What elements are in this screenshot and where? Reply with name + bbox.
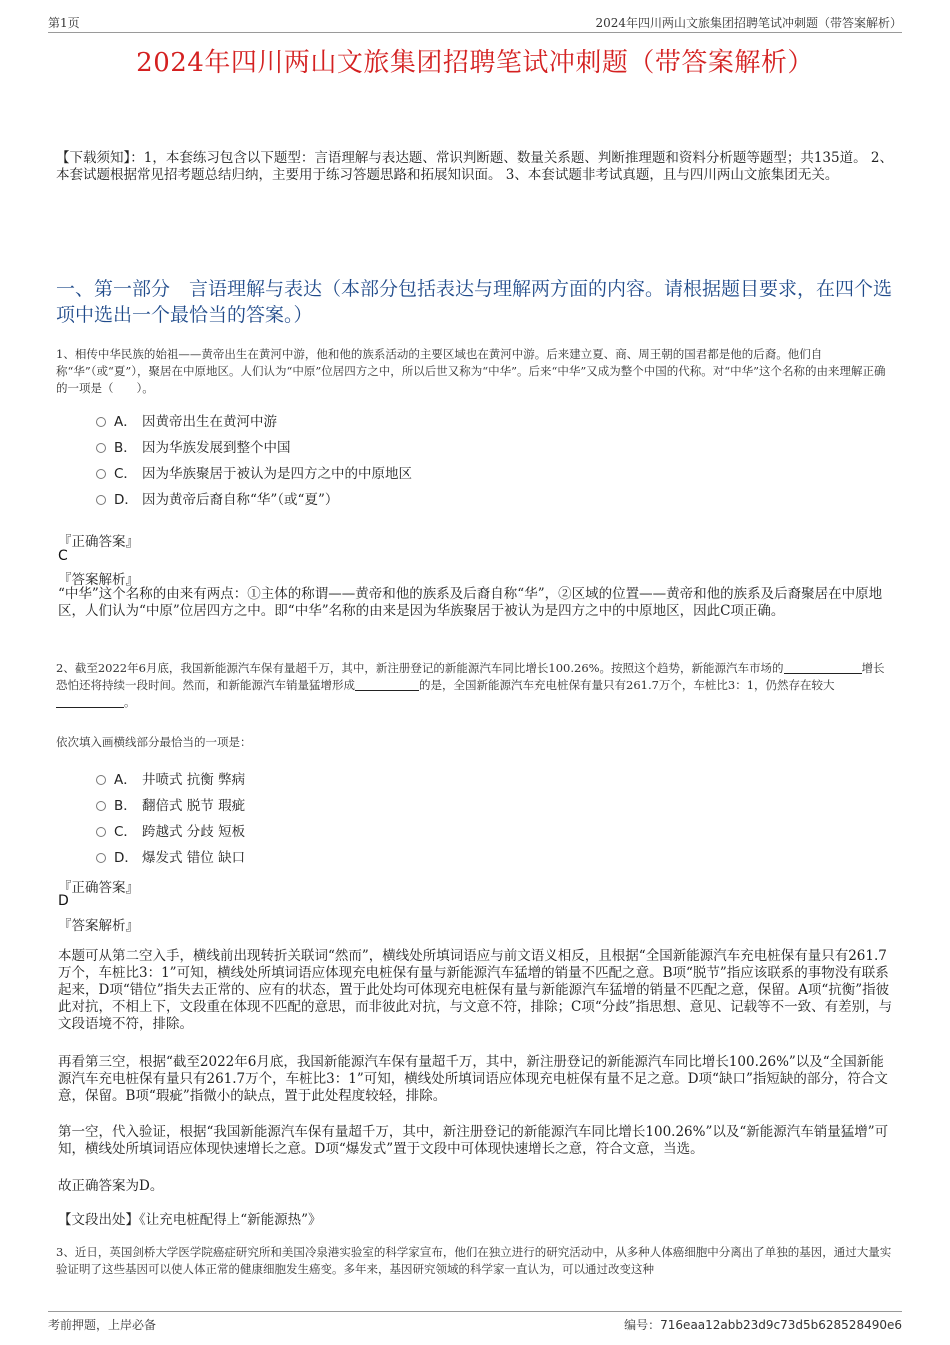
q1-answer-label: 『正确答案』 (58, 534, 139, 550)
radio-icon[interactable] (96, 469, 106, 479)
radio-icon[interactable] (96, 853, 106, 863)
footer-doc-id: 编号：716eaa12abb23d9c73d5b628528490e6 (624, 1318, 902, 1332)
footer-slogan: 考前押题，上岸必备 (48, 1318, 157, 1332)
question-2-prompt: 依次填入画横线部分最恰当的一项是： (56, 735, 252, 749)
blank-line (56, 695, 124, 708)
page-footer (48, 1311, 902, 1332)
question-3-text: 3、近日，英国剑桥大学医学院癌症研究所和美国冷泉港实验室的科学家宣布，他们在独立进行的研究活动中，从多种人体癌细胞中分离出了单独的基因，通过大量实验证明了这些基因可以使人体正常的健康细胞发生癌变。多年来，基因研究领域的科学家一直认为，可以通过改变这种 (56, 1245, 892, 1276)
q2-option-c[interactable]: C． 跨越式 分歧 短板 (96, 820, 245, 840)
q2-option-b[interactable]: B． 翻倍式 脱节 瑕疵 (96, 794, 245, 814)
radio-icon[interactable] (96, 827, 106, 837)
radio-icon[interactable] (96, 801, 106, 811)
blank-line (355, 678, 419, 691)
q2-answer: D (58, 893, 69, 909)
radio-icon[interactable] (96, 495, 106, 505)
q1-option-a[interactable]: A． 因黄帝出生在黄河中游 (96, 410, 277, 430)
radio-icon[interactable] (96, 443, 106, 453)
blank-line (784, 661, 862, 674)
radio-icon[interactable] (96, 775, 106, 785)
page-header (48, 12, 902, 33)
q2-analysis-p3: 第一空，代入验证，根据“我国新能源汽车保有量超千万，其中，新注册登记的新能源汽车同比增长100.26%”以及“新能源汽车销量猛增”可知，横线处所填词语应体现快速增长之意。D项“爆发式”置于文段中可体现快速增长之意，符合文意，当选。 (58, 1124, 889, 1157)
q2-option-d[interactable]: D． 爆发式 错位 缺口 (96, 846, 245, 866)
question-2-text: 2、截至2022年6月底，我国新能源汽车保有量超千万，其中，新注册登记的新能源汽车同比增长100.26%。按照这个趋势，新能源汽车市场的 增长恐怕还将持续一段时间。然而，和新能源汽车销量猛增形成 的是，全国新能源汽车充电桩保有量只有261.7万个，车桩比3：1，仍然存在较大。 (56, 661, 885, 709)
q2-answer-label: 『正确答案』 (58, 880, 139, 896)
document-title: 2024年四川两山文旅集团招聘笔试冲刺题（带答案解析） (136, 48, 814, 78)
q1-option-c[interactable]: C． 因为华族聚居于被认为是四方之中的中原地区 (96, 462, 412, 482)
q1-option-b[interactable]: B． 因为华族发展到整个中国 (96, 436, 291, 456)
q1-option-d[interactable]: D． 因为黄帝后裔自称“华”（或“夏”） (96, 488, 338, 508)
q1-analysis: “中华”这个名称的由来有两点：①主体的称谓——黄帝和他的族系及后裔自称“华”，②区域的位置——黄帝和他的族系及后裔聚居在中原地区，人们认为“中原”位居四方之中。即“中华”名称的由来是因为华族聚居于被认为是四方之中的中原地区，因此C项正确。 (58, 586, 883, 619)
section-title: 一、第一部分 言语理解与表达（本部分包括表达与理解两方面的内容。请根据题目要求，在四个选项中选出一个最恰当的答案。） (56, 278, 893, 326)
radio-icon[interactable] (96, 417, 106, 427)
q1-analysis-label: 『答案解析』 (58, 572, 139, 588)
q1-answer: C (58, 548, 68, 564)
header-doc-title: 2024年四川两山文旅集团招聘笔试冲刺题（带答案解析） (595, 16, 902, 30)
q2-analysis-p1: 本题可从第二空入手，横线前出现转折关联词“然而”，横线处所填词语应与前文语义相反，且根据“全国新能源汽车充电桩保有量只有261.7万个，车桩比3：1”可知，横线处所填词语应体现充电桩保有量与新能源汽车猛增的销量不匹配之意。B项“脱节”指应该联系的事物没有联系起来，D项“错位”指失去正常的、应有的状态，置于此处均可体现充电桩保有量与新能源汽车猛增的销量不匹配之意，保留。A项“抗衡”指彼此对抗，不相上下，文段重在体现不匹配的意思，而非彼此对抗，与文意不符，排除；C项“分歧”指思想、意见、记载等不一致、有差别，与文段语境不符，排除。 (58, 948, 893, 1032)
q2-source: 【文段出处】《让充电桩配得上“新能源热”》 (58, 1212, 322, 1228)
download-notice: 【下载须知】：1，本套练习包含以下题型：言语理解与表达题、常识判断题、数量关系题、判断推理题和资料分析题等题型；共135道。 2、本套试题根据常见招考题总结归纳，主要用于练习答题思路和拓展知识面。 3、本套试题非考试真题，且与四川两山文旅集团无关。 (56, 150, 893, 183)
q2-analysis-p4: 故正确答案为D。 (58, 1178, 164, 1194)
q2-analysis-label: 『答案解析』 (58, 918, 139, 934)
q2-option-a[interactable]: A． 井喷式 抗衡 弊病 (96, 768, 245, 788)
q2-analysis-p2: 再看第三空，根据“截至2022年6月底，我国新能源汽车保有量超千万，其中，新注册登记的新能源汽车同比增长100.26%”以及“全国新能源汽车充电桩保有量只有261.7万个，车桩比3：1”可知，横线处所填词语应体现充电桩保有量不足之意。D项“缺口”指短缺的部分，符合文意，保留。B项“瑕疵”指微小的缺点，置于此处程度较轻，排除。 (58, 1054, 888, 1104)
question-1-text: 1、相传中华民族的始祖——黄帝出生在黄河中游，他和他的族系活动的主要区域也在黄河中游。后来建立夏、商、周王朝的国君都是他的后裔。他们自称“华”（或“夏”），聚居在中原地区。人们认为“中原”位居四方之中，所以后世又称为“中华”。后来“中华”又成为整个中国的代称。对“中华”这个名称的由来理解正确的一项是（ ）。 (56, 347, 886, 395)
page-number: 第1页 (48, 16, 80, 30)
